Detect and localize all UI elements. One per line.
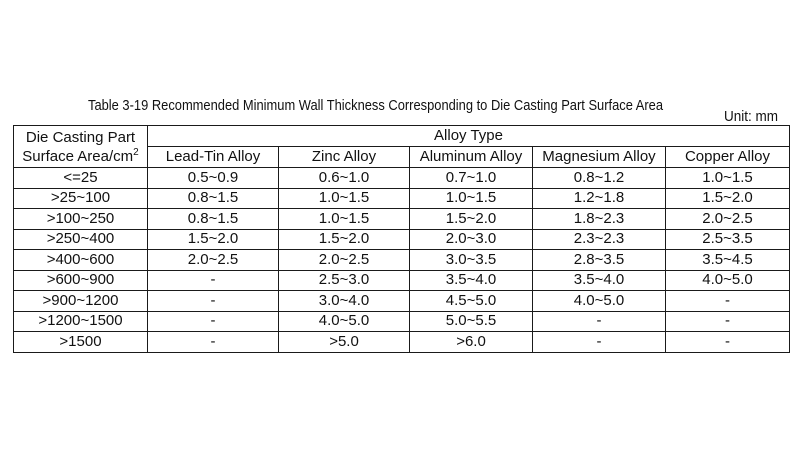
cell-zinc: 4.0~5.0 (279, 311, 410, 332)
cell-aluminum: >6.0 (410, 332, 533, 353)
table-title: Table 3-19 Recommended Minimum Wall Thickness Corresponding to Die Casting Part Surface Area (88, 97, 664, 114)
cell-copper: 1.5~2.0 (666, 188, 790, 209)
cell-zinc: 2.0~2.5 (279, 250, 410, 271)
cell-surface-area: <=25 (14, 168, 148, 189)
column-header-zinc: Zinc Alloy (279, 147, 410, 168)
cell-surface-area: >900~1200 (14, 291, 148, 312)
cell-aluminum: 1.5~2.0 (410, 209, 533, 230)
cell-zinc: 0.6~1.0 (279, 168, 410, 189)
cell-copper: 1.0~1.5 (666, 168, 790, 189)
cell-surface-area: >250~400 (14, 229, 148, 250)
cell-aluminum: 5.0~5.5 (410, 311, 533, 332)
cell-aluminum: 1.0~1.5 (410, 188, 533, 209)
cell-magnesium: 1.2~1.8 (533, 188, 666, 209)
cell-copper: 2.5~3.5 (666, 229, 790, 250)
alloy-type-header: Alloy Type (148, 126, 790, 147)
cell-magnesium: - (533, 332, 666, 353)
cell-zinc: 1.0~1.5 (279, 209, 410, 230)
cell-surface-area: >1500 (14, 332, 148, 353)
unit-label: Unit: mm (724, 108, 778, 125)
cell-lead-tin: - (148, 311, 279, 332)
row-header-line1: Die Casting Part (25, 128, 136, 146)
cell-aluminum: 3.5~4.0 (410, 270, 533, 291)
column-header-magnesium: Magnesium Alloy (533, 147, 666, 168)
row-header-cell (14, 126, 148, 168)
cell-zinc: 2.5~3.0 (279, 270, 410, 291)
header-row-group (14, 126, 790, 147)
table-row (14, 188, 790, 209)
cell-lead-tin: 1.5~2.0 (148, 229, 279, 250)
table-row (14, 229, 790, 250)
cell-surface-area: >25~100 (14, 188, 148, 209)
cell-lead-tin: - (148, 332, 279, 353)
table-row (14, 209, 790, 230)
cell-aluminum: 3.0~3.5 (410, 250, 533, 271)
cell-lead-tin: - (148, 291, 279, 312)
cell-lead-tin: 0.8~1.5 (148, 209, 279, 230)
cell-magnesium: 3.5~4.0 (533, 270, 666, 291)
cell-magnesium: - (533, 311, 666, 332)
cell-magnesium: 1.8~2.3 (533, 209, 666, 230)
column-header-lead-tin: Lead-Tin Alloy (148, 147, 279, 168)
cell-surface-area: >400~600 (14, 250, 148, 271)
cell-magnesium: 2.3~2.3 (533, 229, 666, 250)
cell-magnesium: 4.0~5.0 (533, 291, 666, 312)
cell-surface-area: >100~250 (14, 209, 148, 230)
table-row (14, 250, 790, 271)
row-header-line2: Surface Area/cm (22, 147, 134, 165)
cell-lead-tin: 2.0~2.5 (148, 250, 279, 271)
cell-copper: - (666, 291, 790, 312)
cell-zinc: >5.0 (279, 332, 410, 353)
column-header-aluminum: Aluminum Alloy (410, 147, 533, 168)
cell-zinc: 3.0~4.0 (279, 291, 410, 312)
cell-zinc: 1.0~1.5 (279, 188, 410, 209)
cell-aluminum: 2.0~3.0 (410, 229, 533, 250)
table-row (14, 311, 790, 332)
table-row (14, 291, 790, 312)
cell-aluminum: 0.7~1.0 (410, 168, 533, 189)
row-header-superscript: 2 (133, 146, 139, 158)
cell-copper: 3.5~4.5 (666, 250, 790, 271)
cell-copper: - (666, 311, 790, 332)
cell-lead-tin: 0.5~0.9 (148, 168, 279, 189)
cell-lead-tin: 0.8~1.5 (148, 188, 279, 209)
cell-copper: 4.0~5.0 (666, 270, 790, 291)
wall-thickness-table (13, 125, 790, 353)
cell-zinc: 1.5~2.0 (279, 229, 410, 250)
cell-magnesium: 0.8~1.2 (533, 168, 666, 189)
table-row (14, 168, 790, 189)
column-header-copper: Copper Alloy (666, 147, 790, 168)
cell-surface-area: >1200~1500 (14, 311, 148, 332)
cell-surface-area: >600~900 (14, 270, 148, 291)
cell-copper: - (666, 332, 790, 353)
cell-magnesium: 2.8~3.5 (533, 250, 666, 271)
table-row (14, 332, 790, 353)
cell-lead-tin: - (148, 270, 279, 291)
cell-copper: 2.0~2.5 (666, 209, 790, 230)
cell-aluminum: 4.5~5.0 (410, 291, 533, 312)
table-row (14, 270, 790, 291)
